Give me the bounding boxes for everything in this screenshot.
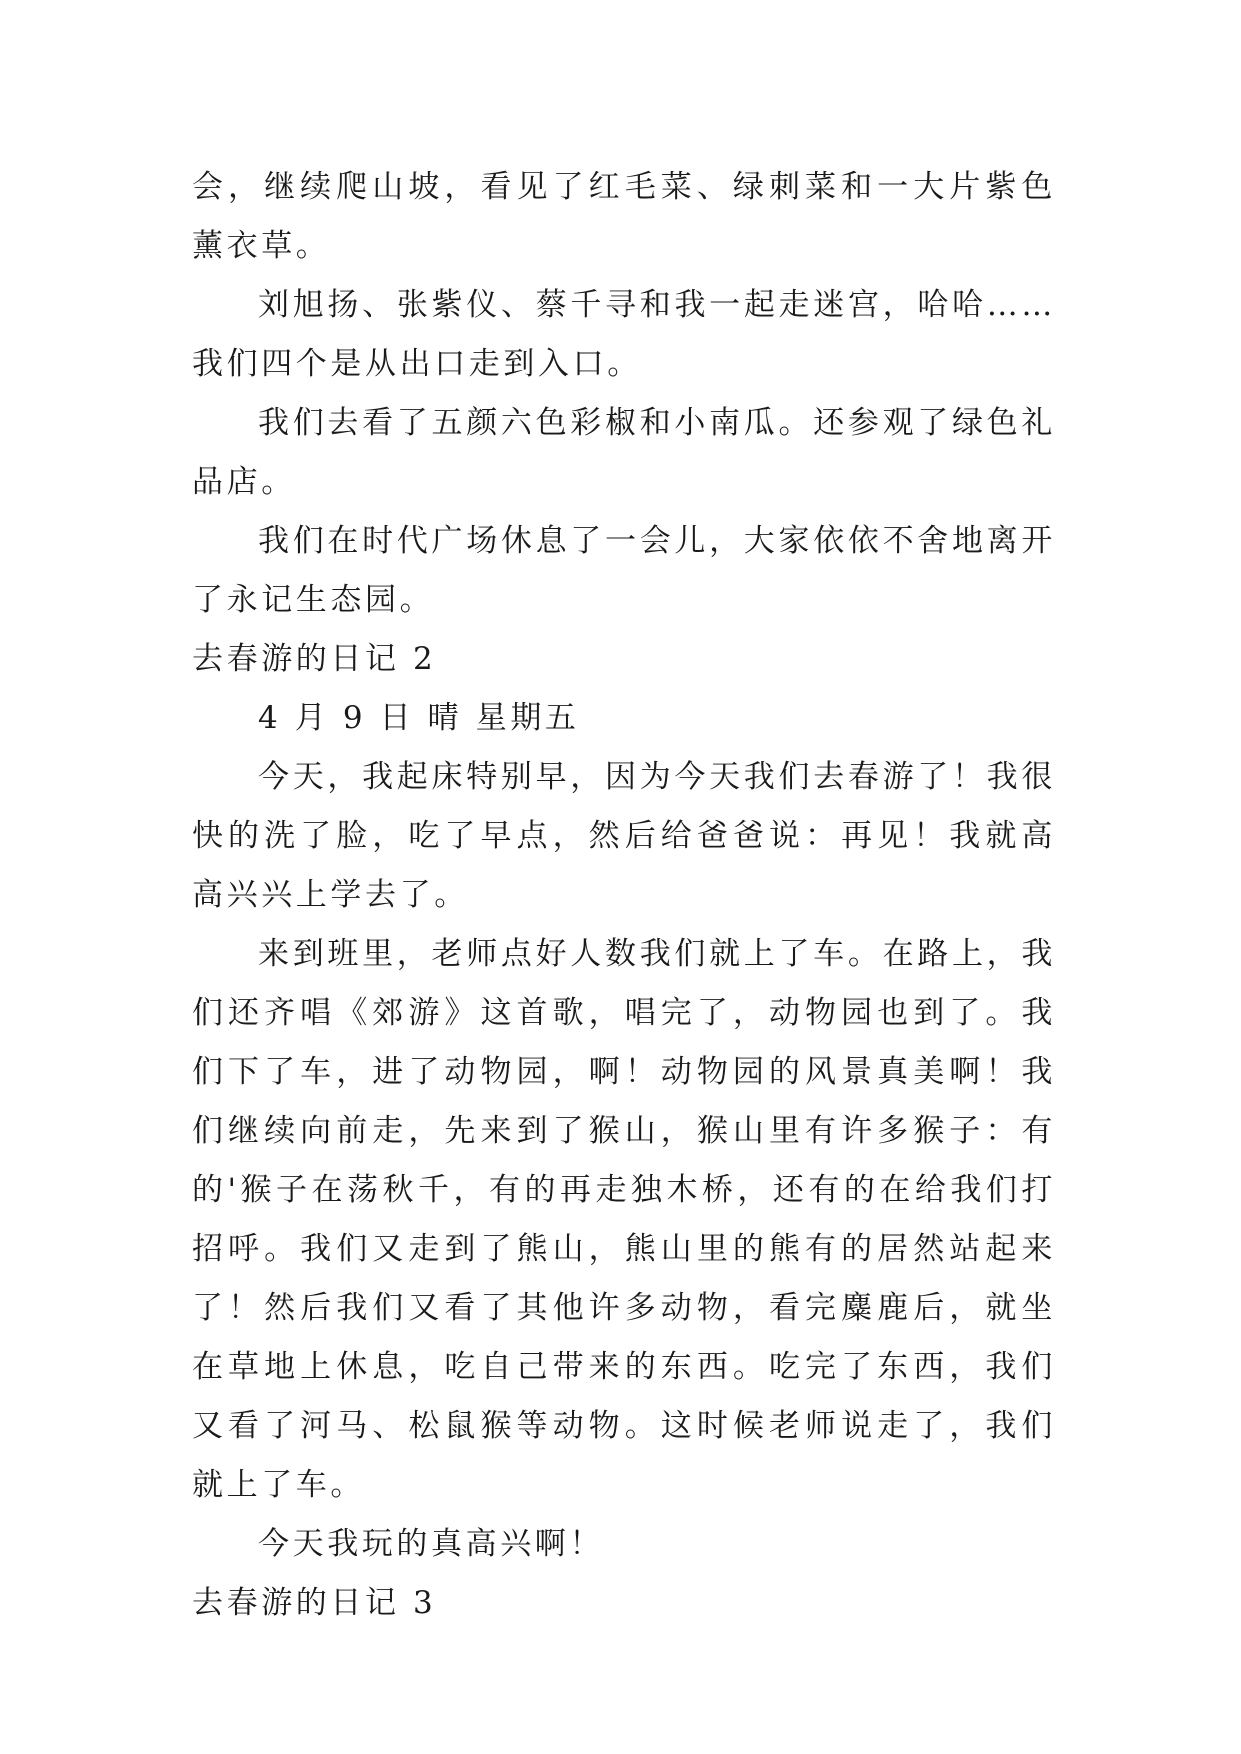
section-title-2: 去春游的日记 2 (192, 641, 437, 677)
paragraph-maze: 刘旭扬、张紫仪、蔡千寻和我一起走迷宫，哈哈……我们四个是从出口走到入口。 (192, 287, 1056, 382)
paragraph-continuation: 会，继续爬山坡，看见了红毛菜、绿刺菜和一大片紫色薰衣草。 (192, 169, 1056, 264)
paragraph-conclusion: 今天我玩的真高兴啊！ (258, 1526, 604, 1562)
section-title-3: 去春游的日记 3 (192, 1585, 437, 1621)
paragraph-square: 我们在时代广场休息了一会儿，大家依依不舍地离开了永记生态园。 (192, 523, 1056, 618)
paragraph-peppers: 我们去看了五颜六色彩椒和小南瓜。还参观了绿色礼品店。 (192, 405, 1056, 500)
date-line: 4 月 9 日 晴 星期五 (258, 700, 580, 736)
paragraph-morning: 今天，我起床特别早，因为今天我们去春游了！我很快的洗了脸，吃了早点，然后给爸爸说：再见！我就高高兴兴上学去了。 (192, 759, 1056, 913)
paragraph-zoo: 来到班里，老师点好人数我们就上了车。在路上，我们还齐唱《郊游》这首歌，唱完了，动物园也到了。我们下了车，进了动物园，啊！动物园的风景真美啊！我们继续向前走，先来到了猴山，猴山里有许多猴子：有的'猴子在荡秋千，有的再走独木桥，还有的在给我们打招呼。我们又走到了熊山，熊山里的熊有的居然站起来了！然后我们又看了其他许多动物，看完麋鹿后，就坐在草地上休息，吃自己带来的东西。吃完了东西，我们又看了河马、松鼠猴等动物。这时候老师说走了，我们就上了车。 (192, 936, 1056, 1503)
document-page (192, 158, 1056, 1633)
